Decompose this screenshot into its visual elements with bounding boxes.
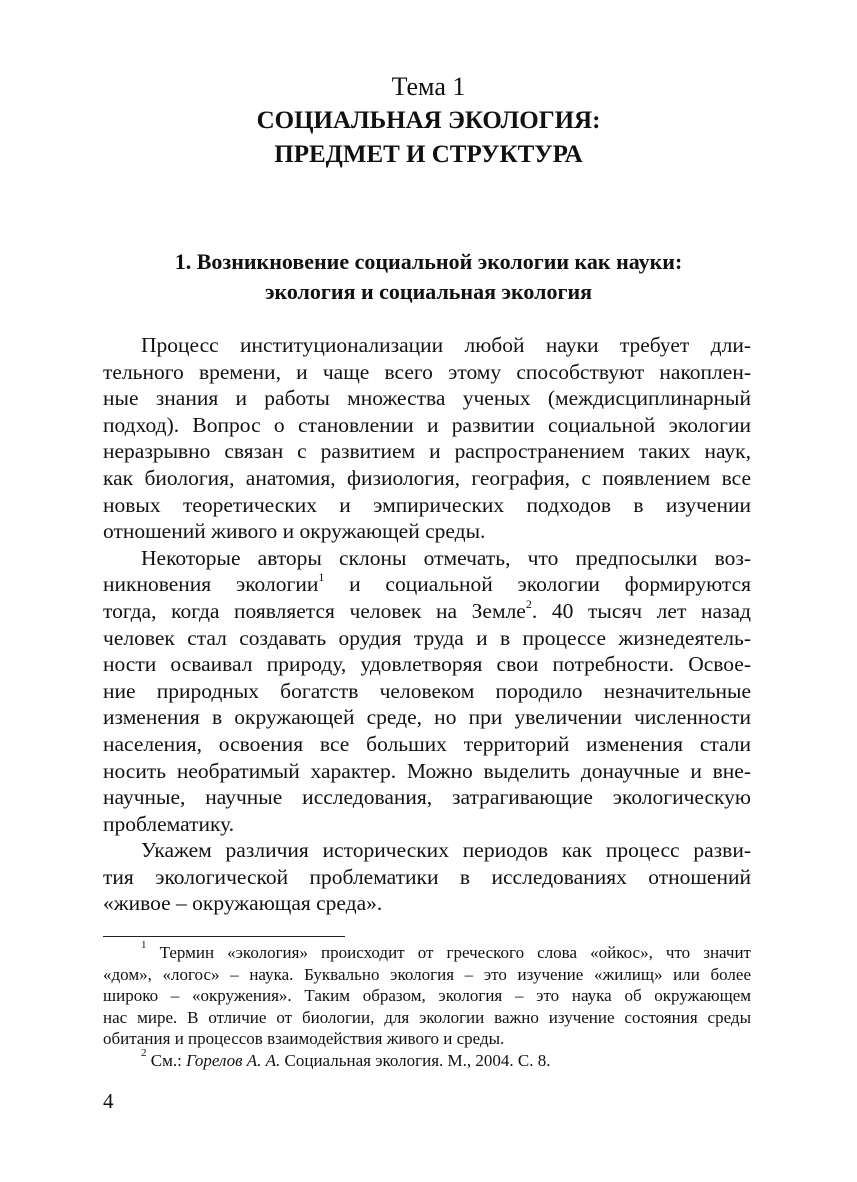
text-line: человек стал создавать орудия труда и в процессе жизнедеятель- [103, 625, 751, 650]
chapter-title [0, 104, 857, 172]
text-fragment: и социальной экологии формируются [324, 572, 752, 597]
citation-author: Горелов А. А. [186, 1050, 281, 1070]
text-fragment: Термин «экология» происходит от греческого слова «ойкос», что значит [146, 943, 751, 962]
footnote-1 [103, 939, 751, 964]
footnote-divider [103, 936, 345, 937]
footnote-marker: 2 [141, 1047, 147, 1060]
footnote-line: обитания и процессов взаимодействия живого и среды. [103, 1029, 505, 1049]
text-line: отношений живого и окружающей среды. [103, 519, 486, 544]
text-fragment: никновения экологии [103, 572, 319, 597]
text-line: тия экологической проблематики в исследованиях отношений [103, 864, 751, 889]
section-title-line: экология и социальная экология [264, 279, 593, 304]
text-line: «живое – окружающая среда». [103, 891, 383, 916]
text-line: подход). Вопрос о становлении и развитии социальной экологии [103, 412, 751, 437]
text-line: Укажем различия исторических периодов как процесс разви- [141, 838, 751, 863]
text-line: ные знания и работы множества ученых (междисциплинарный [103, 386, 751, 411]
text-line: ности осваивал природу, удовлетворяя свои потребности. Освое- [103, 652, 751, 677]
text-line: проблематику. [103, 811, 235, 836]
footnote-line: широко – «окружения». Таким образом, экология – это наука об окружающем [103, 986, 751, 1006]
text-line: тельного времени, и чаще всего этому способствуют накоплен- [103, 359, 751, 384]
footnotes [103, 939, 751, 1072]
page-number: 4 [103, 1089, 114, 1113]
footnote-line: нас мире. В отличие от биологии, для экологии важно изучение состояния среды [103, 1007, 751, 1027]
section-title-line: 1. Возникновение социальной экологии как науки: [174, 249, 683, 274]
text-line: ние природных богатств человеком породило незначительные [103, 678, 751, 703]
chapter-title-line: СОЦИАЛЬНАЯ ЭКОЛОГИЯ: [256, 107, 601, 134]
text-line: изменения в окружающей среде, но при увеличении численности [103, 705, 751, 730]
text-line: населения, освоения все больших территорий изменения стали [103, 731, 751, 756]
text-line: научные, научные исследования, затрагивающие экологическую [103, 785, 751, 810]
text-line: неразрывно связан с развитием и распространением таких наук, [103, 439, 751, 464]
text-line: Некоторые авторы склоны отмечать, что предпосылки воз- [141, 545, 751, 570]
footnote-line: «дом», «логос» – наука. Буквально экология – это изучение «жилищ» или более [103, 964, 751, 984]
text-line: как биология, анатомия, физиология, география, с появлением все [103, 465, 751, 490]
text-line [103, 598, 751, 625]
text-fragment: Социальная экология. М., 2004. С. 8. [280, 1050, 551, 1070]
text-line: носить необратимый характер. Можно выделить донаучные и вне- [103, 758, 751, 783]
text-fragment: тогда, когда появляется человек на Земле [103, 598, 526, 623]
section-title [0, 247, 857, 307]
theme-label: Тема 1 [391, 72, 466, 101]
text-line: новых теоретических и эмпирических подходов в изучении [103, 492, 751, 517]
text-line [103, 571, 751, 598]
text-fragment: См.: [146, 1050, 187, 1070]
footnote-ref-2[interactable]: 2 [525, 596, 532, 611]
text-line: Процесс институционализации любой науки требует дли- [141, 333, 751, 357]
footnote-ref-1[interactable]: 1 [318, 570, 325, 585]
footnote-2 [103, 1047, 751, 1072]
chapter-title-line: ПРЕДМЕТ И СТРУКТУРА [274, 141, 583, 168]
text-fragment: . 40 тысяч лет назад [531, 598, 751, 623]
body-text [103, 332, 751, 917]
footnote-marker: 1 [141, 939, 147, 952]
